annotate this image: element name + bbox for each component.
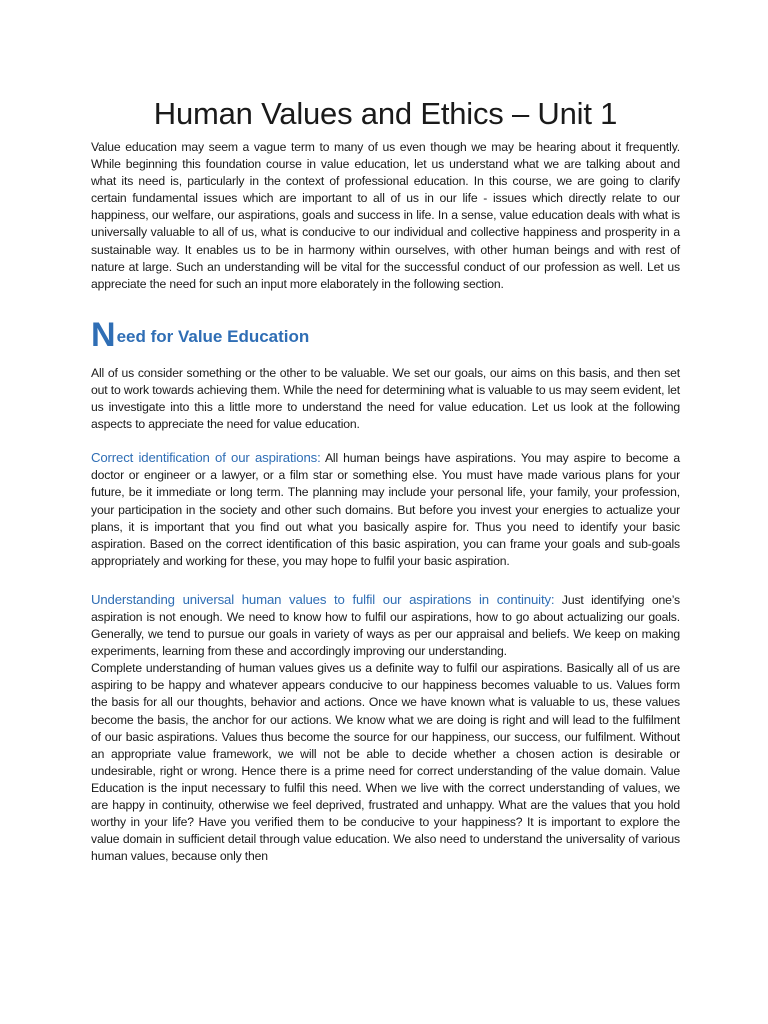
aspiration-text: All human beings have aspirations. You may aspire to become a doctor or engineer or a lawyer, or a film star or something else. You must have made various plans for your future, be it immediate or long term. The planning may include your personal life, your family, your profession, your participation in the society and other such domains. But before you invest your energies to actualize your plans, it is important that you find out what you basically aspire for. Thus you need to identify your basic aspiration. Based on the correct identification of this basic aspiration, you can frame your goals and sub-goals appropriately and working for these, you may hope to fulfil your basic aspiration. xyxy=(91,451,680,568)
universal-values-subheading: Understanding universal human values to fulfil our aspirations in continuity: xyxy=(91,591,555,607)
aspiration-subheading: Correct identification of our aspirations: xyxy=(91,450,321,466)
intro-paragraph: Value education may seem a vague term to many of us even though we may be hearing about it frequently. While beginning this foundation course in value education, let us understand what we are talking about and what its need is, particularly in the context of professional education. In this course, we are going to clarify certain fundamental issues which are important to all of us in our life - issues which directly relate to our happiness, our welfare, our aspirations, goals and success in life. In a sense, value education deals with what is universally valuable to all of us, what is conducive to our individual and collective happiness and prosperity in a sustainable way. It enables us to be in harmony within ourselves, with other human beings and with rest of nature at large. Such an understanding will be vital for the successful conduct of our profession as well. Let us appreciate the need for such an input more elaborately in the following section. xyxy=(91,140,680,291)
aspiration-paragraph xyxy=(91,449,680,570)
section-heading xyxy=(91,315,680,354)
document-title: Human Values and Ethics – Unit 1 xyxy=(153,96,618,131)
universal-values-paragraph xyxy=(91,591,680,660)
universal-values-continuation: Complete understanding of human values gives us a definite way to fulfil our aspirations. Basically all of us are aspiring to be happy and whatever appears conducive to our happiness becomes valuable to us. Values form the basis for all our thoughts, behavior and actions. Once we have known what is valuable to us, these values become the basis, the anchor for our actions. We know what we are doing is right and will lead to the fulfilment of our basic aspirations. Values thus become the source for our happiness, our success, our fulfilment. Without an appropriate value framework, we will not be able to decide whether a chosen action is desirable or undesirable, right or wrong. Hence there is a prime need for correct understanding of the value domain. Value Education is the input necessary to fulfil this need. When we live with the correct understanding of values, we are happy in continuity, otherwise we feel deprived, frustrated and unhappy. What are the values that you hold worthy in your life? Have you verified them to be conducive to your happiness? It is important to explore the value domain in sufficient detail through value education. We also need to understand the universality of various human values, because only then xyxy=(91,661,680,864)
universal-values-text: Just identifying one’s aspiration is not enough. We need to know how to fulfil our aspirations, how to go about actualizing our goals. Generally, we tend to pursue our goals in variety of ways as per our appraisal and beliefs. We keep on making experiments, learning from these and accordingly improving our understanding. xyxy=(91,592,680,659)
section-heading-text: eed for Value Education xyxy=(116,326,310,346)
section-heading-dropcap: N xyxy=(91,315,116,354)
section-intro-paragraph: All of us consider something or the other to be valuable. We set our goals, our aims on this basis, and then set out to work towards achieving them. While the need for determining what is valuable to us may seem evident, let us investigate into this a little more to understand the need for value education. Let us look at the following aspects to appreciate the need for value education. xyxy=(91,365,680,432)
